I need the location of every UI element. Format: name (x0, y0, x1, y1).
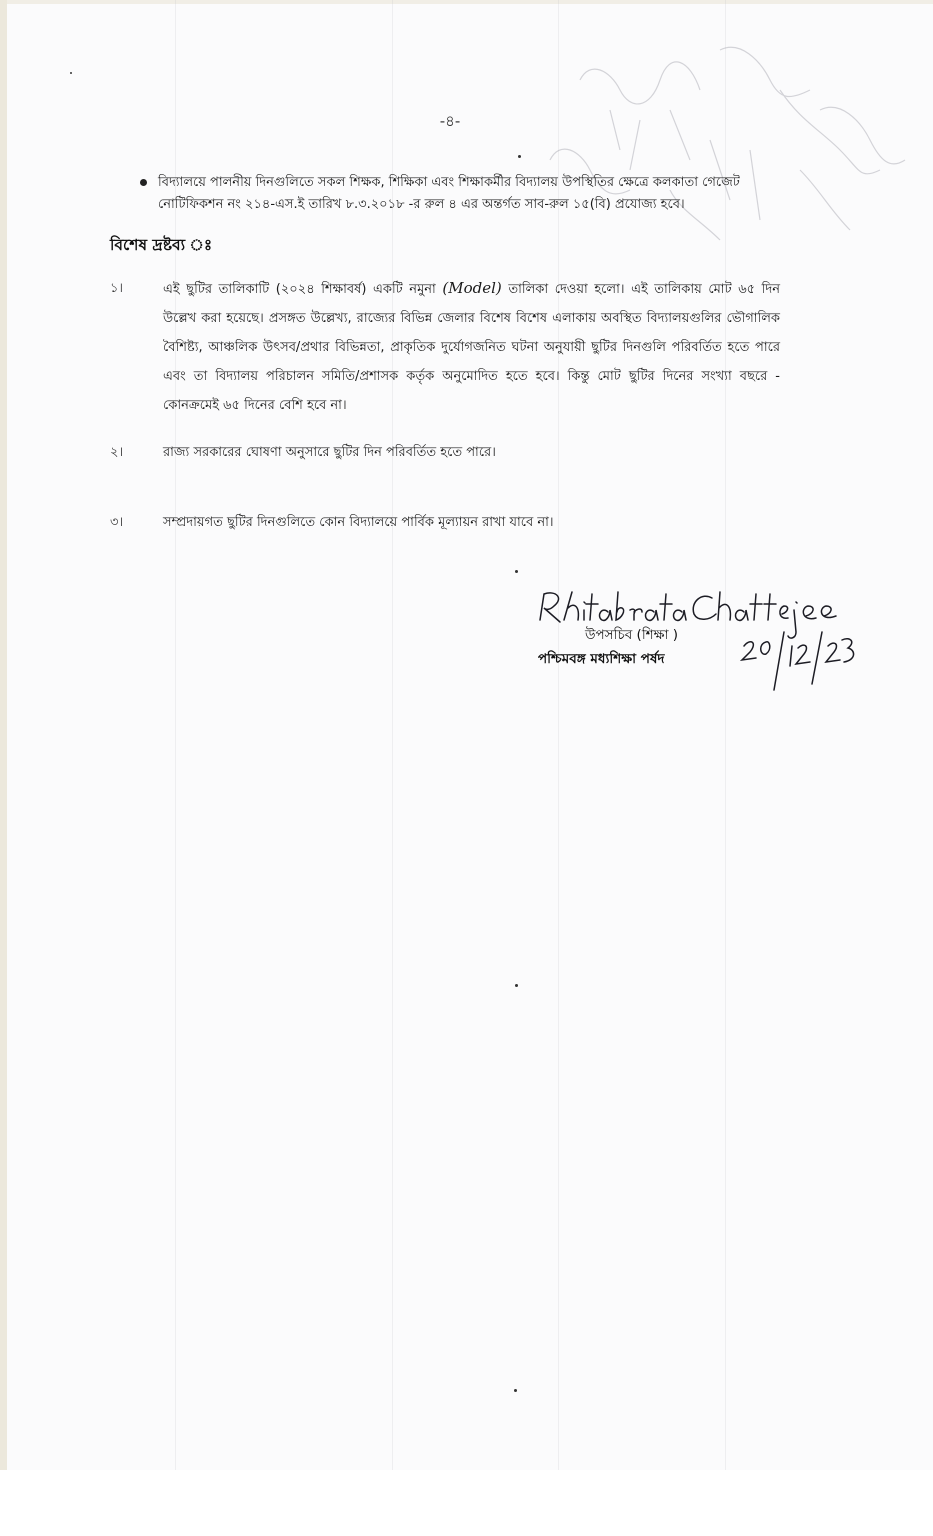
note-number: ১। (110, 281, 124, 296)
fold-line (175, 0, 176, 1470)
note-number: ২। (110, 445, 124, 460)
handwritten-signature (530, 588, 890, 698)
special-notes-heading: বিশেষ দ্রষ্টব্য ঃ (110, 236, 213, 254)
stray-dot (518, 155, 521, 158)
stray-dot (515, 570, 518, 573)
attendance-rule-bullet (148, 172, 788, 216)
bullet-icon (140, 179, 147, 186)
note-number: ৩। (110, 515, 124, 530)
scan-left-edge (0, 0, 7, 1470)
fold-line (392, 0, 393, 1470)
model-term: (Model) (442, 279, 502, 297)
organization-name: পশ্চিমবঙ্গ মধ্যশিক্ষা পর্ষদ (538, 651, 665, 667)
designation: উপসচিব (শিক্ষা ) (585, 627, 679, 643)
scan-top-edge (0, 0, 933, 4)
stray-dot (70, 72, 72, 74)
stray-dot (514, 1389, 517, 1392)
note-text (163, 274, 780, 420)
page-number: -৪- (439, 112, 461, 130)
note-text: রাজ্য সরকারের ঘোষণা অনুসারে ছুটির দিন পরিবর্তিত হতে পারে। (163, 445, 496, 460)
signature-block (530, 588, 890, 698)
bleed-through-handwriting (520, 20, 920, 270)
bullet-text: বিদ্যালয়ে পালনীয় দিনগুলিতে সকল শিক্ষক, শিক্ষিকা এবং শিক্ষাকর্মীর বিদ্যালয় উপস্থিতির ক্ষেত্রে কলকাতা গেজেট নোটিফিকশন নং ২১৪-এস.ই তারিখ ৮.৩.২০১৮ -র রুল ৪ এর অন্তর্গত সাব-রুল ১৫(বি) প্রযোজ্য হবে। (158, 175, 740, 212)
note-text-part: তালিকা দেওয়া হলো। এই তালিকায় মোট ৬৫ দিন উল্লেখ করা হয়েছে। প্রসঙ্গত উল্লেখ্য, রাজ্যের বিভিন্ন জেলার বিশেষ বিশেষ এলাকায় অবস্থিত বিদ্যালয়গুলির ভৌগালিক বৈশিষ্ট্য, আঞ্চলিক উৎসব/প্রথার বিভিন্নতা, প্রাকৃতিক দুর্যোগজনিত ঘটনা অনুযায়ী ছুটির দিনগুলি পরিবর্তিত হতে পারে এবং তা বিদ্যালয় পরিচালন সমিতি/প্রশাসক কর্তৃক অনুমোদিত হতে হবে। কিন্তু মোট ছুটির দিনের সংখ্যা বছরে - কোনক্রমেই ৬৫ দিনের বেশি হবে না। (163, 282, 780, 413)
note-text: সম্প্রদায়গত ছুটির দিনগুলিতে কোন বিদ্যালয়ে পার্বিক মূল্যায়ন রাখা যাবে না। (163, 515, 554, 530)
note-text-part: এই ছুটির তালিকাটি (২০২৪ শিক্ষাবর্ষ) একটি নমুনা (163, 282, 443, 297)
special-note-1 (110, 274, 780, 420)
special-note-2 (110, 438, 780, 467)
special-note-3 (110, 508, 780, 537)
stray-dot (515, 984, 518, 987)
